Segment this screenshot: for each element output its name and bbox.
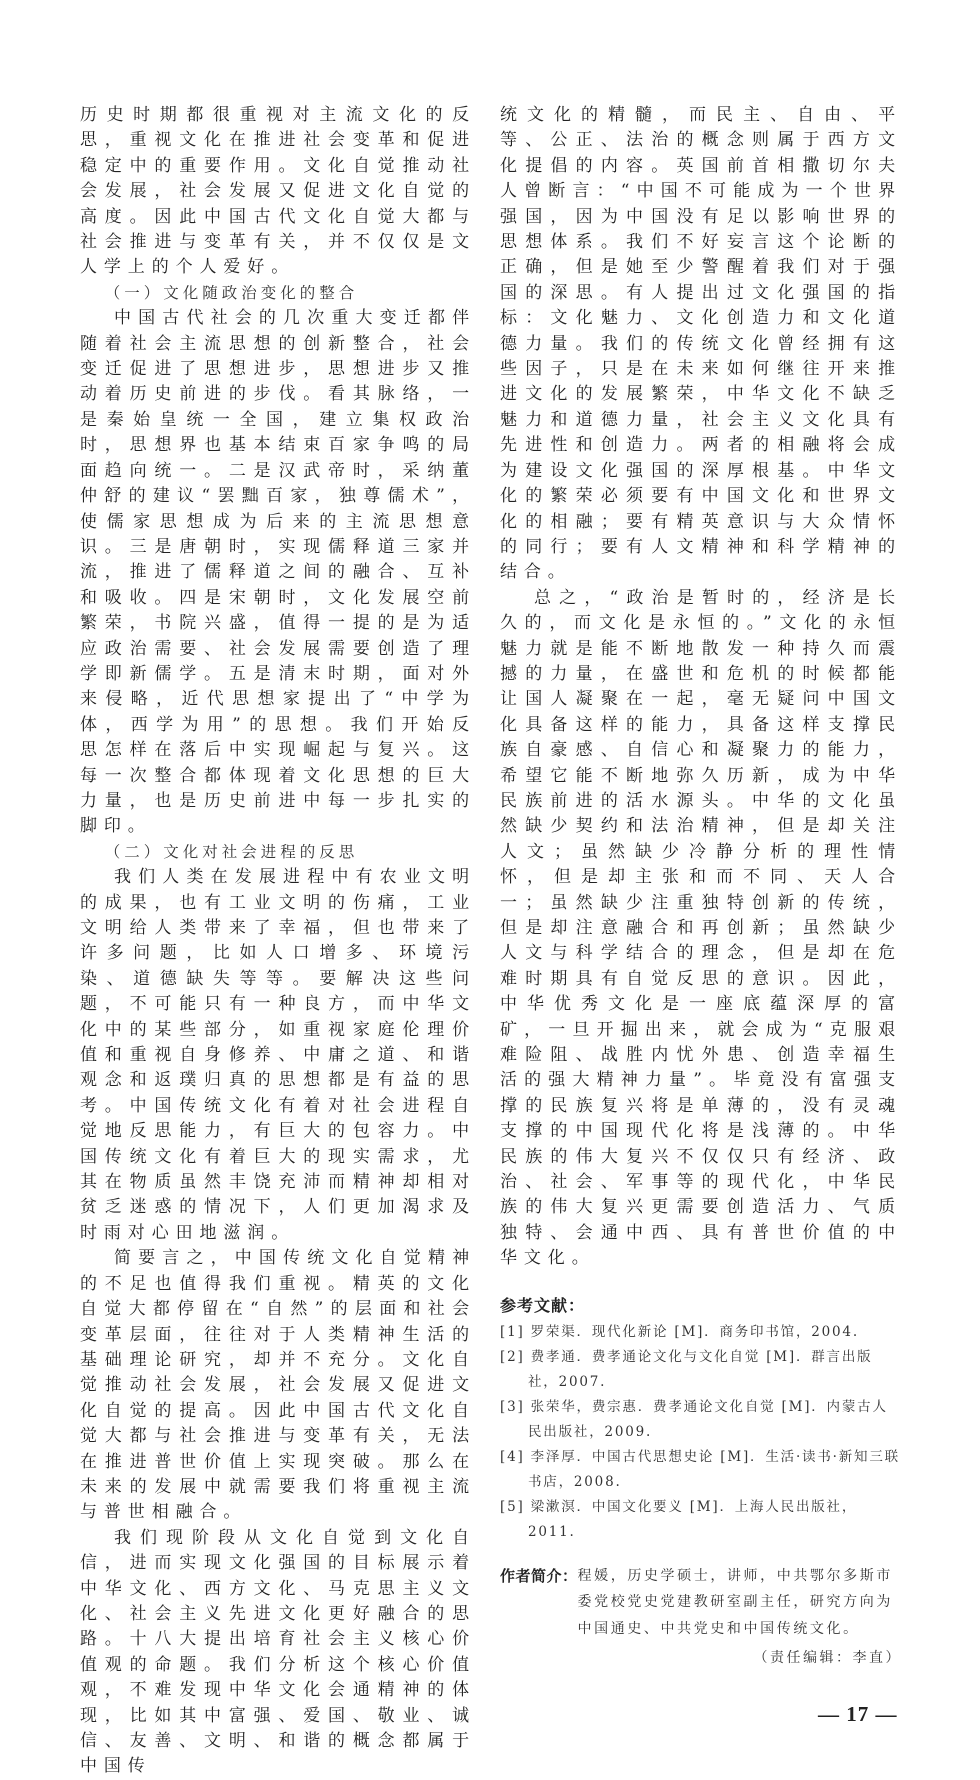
editor-credit: （责任编辑：李直）	[753, 1650, 902, 1667]
page-number: — 17 —	[818, 1702, 898, 1727]
reference-item: [2] 费孝通．费孝通论文化与文化自觉 [M]．群言出版社，2007.	[500, 1348, 873, 1390]
paragraph: 我们现阶段从文化自觉到文化自信，进而实现文化强国的目标展示着中华文化、西方文化、马克思主义文化、社会主义先进文化更好融合的思路。十八大提出培育社会主义核心价值观的命题。我们分析这个核心价值观，不难发现中华文化会通精神的体现，比如其中富强、爱国、敬业、诚信、友善、文明、和谐的概念都属于中国传	[80, 1527, 476, 1777]
section-heading: （一）文化随政治变化的整合	[104, 283, 359, 302]
paragraph: 简要言之，中国传统文化自觉精神的不足也值得我们重视。精英的文化自觉大都停留在“自然”的层面和社会变革层面，往往对于人类精神生活的基础理论研究，却并不充分。文化自觉推动社会发展，社会发展又促进文化自觉的提高。因此中国古代文化自觉大都与社会推进与变革有关，无法在推进普世价值上实现突破。那么在未来的发展中就需要我们将重视主流与普世相融合。	[80, 1248, 476, 1523]
paragraph: 总之，“政治是暂时的，经济是长久的，而文化是永恒的。”文化的永恒魅力就是能不断地散发一种持久而震撼的力量，在盛世和危机的时候都能让国人凝聚在一起，毫无疑问中国文化具备这样的能力，具备这样支撑民族自豪感、自信心和凝聚力的能力，希望它能不断地弥久历新，成为中华民族前进的活水源头。中华的文化虽然缺少契约和法治精神，但是却关注人文；虽然缺少冷静分析的理性情怀，但是却主张和而不同、天人合一；虽然缺少注重独特创新的传统，但是却注意融合和再创新；虽然缺少人文与科学结合的理念，但是却在危难时期具有自觉反思的意识。因此，中华优秀文化是一座底蕴深厚的富矿，一旦开掘出来，就会成为“克服艰难险阻、战胜内忧外患、创造幸福生活的强大精神力量”。毕竟没有富强支撑的民族复兴将是单薄的，没有灵魂支撑的中国现代化将是浅薄的。中华民族的伟大复兴不仅仅只有经济、政治、社会、军事等的现代化，中华民族的伟大复兴更需要创造活力、气质独特、会通中西、具有普世价值的中华文化。	[500, 587, 902, 1269]
paragraph: 历史时期都很重视对主流文化的反思，重视文化在推进社会变革和促进稳定中的重要作用。文化自觉推动社会发展，社会发展又促进文化自觉的高度。因此中国古代文化自觉大都与社会推进与变革有关，并不仅仅是文人学上的个人爱好。	[80, 105, 476, 278]
paragraph: 统文化的精髓，而民主、自由、平等、公正、法治的概念则属于西方文化提倡的内容。英国前首相撒切尔夫人曾断言：“中国不可能成为一个世界强国，因为中国没有足以影响世界的思想体系。我们不好妄言这个论断的正确，但是她至少警醒着我们对于强国的深思。有人提出过文化强国的指标：文化魅力、文化创造力和文化道德力量。我们的传统文化曾经拥有这些因子，只是在未来如何继往开来推进文化的发展繁荣，中华文化不缺乏魅力和道德力量，社会主义文化具有先进性和创造力。两者的相融将会成为建设文化强国的深厚根基。中华文化的繁荣必须要有中国文化和世界文化的相融；要有精英意识与大众情怀的同行；要有人文精神和科学精神的结合。	[500, 105, 902, 583]
references-list	[500, 1320, 902, 1545]
author-bio-label: 作者简介：	[500, 1566, 578, 1585]
reference-item: [1] 罗荣渠．现代化新论 [M]．商务印书馆，2004.	[500, 1323, 859, 1340]
left-column	[80, 103, 476, 1780]
section-heading: （二）文化对社会进程的反思	[104, 842, 359, 861]
paragraph: 我们人类在发展进程中有农业文明的成果，也有工业文明的伤痛，工业文明给人类带来了幸福，但也带来了许多问题，比如人口增多、环境污染、道德缺失等等。要解决这些问题，不可能只有一种良方，而中华文化中的某些部分，如重视家庭伦理价值和重视自身修养、中庸之道、和谐观念和返璞归真的思想都是有益的思考。中国传统文化有着对社会进程自觉地反思能力，有巨大的包容力。中国传统文化有着巨大的现实需求，尤其在物质虽然丰饶充沛而精神却相对贫乏迷惑的情况下，人们更加渴求及时雨对心田地滋润。	[80, 867, 476, 1243]
reference-item: [5] 梁漱溟．中国文化要义 [M]．上海人民出版社，2011.	[500, 1498, 858, 1540]
references-title: 参考文献：	[500, 1295, 586, 1315]
right-column	[500, 103, 902, 1728]
author-bio	[500, 1563, 902, 1643]
reference-item: [3] 张荣华，费宗惠．费孝通论文化自觉 [M]．内蒙古人民出版社，2009.	[500, 1398, 888, 1440]
author-bio-text: 程媛，历史学硕士，讲师，中共鄂尔多斯市委党校党史党建教研室副主任，研究方向为中国通史、中共党史和中国传统文化。	[577, 1567, 893, 1637]
reference-item: [4] 李泽厚．中国古代思想史论 [M]．生活·读书·新知三联书店，2008.	[500, 1448, 900, 1490]
paragraph: 中国古代社会的几次重大变迁都伴随着社会主流思想的创新整合，社会变迁促进了思想进步，思想进步又推动着历史前进的步伐。看其脉络，一是秦始皇统一全国，建立集权政治时，思想界也基本结束百家争鸣的局面趋向统一。二是汉武帝时，采纳董仲舒的建议“罢黜百家，独尊儒术”，使儒家思想成为后来的主流思想意识。三是唐朝时，实现儒释道三家并流，推进了儒释道之间的融合、互补和吸收。四是宋朝时，文化发展空前繁荣，书院兴盛，值得一提的是为适应政治需要、社会发展需要创造了理学即新儒学。五是清末时期，面对外来侵略，近代思想家提出了“中学为体，西学为用”的思想。我们开始反思怎样在落后中实现崛起与复兴。这每一次整合都体现着文化思想的巨大力量，也是历史前进中每一步扎实的脚印。	[80, 308, 476, 837]
